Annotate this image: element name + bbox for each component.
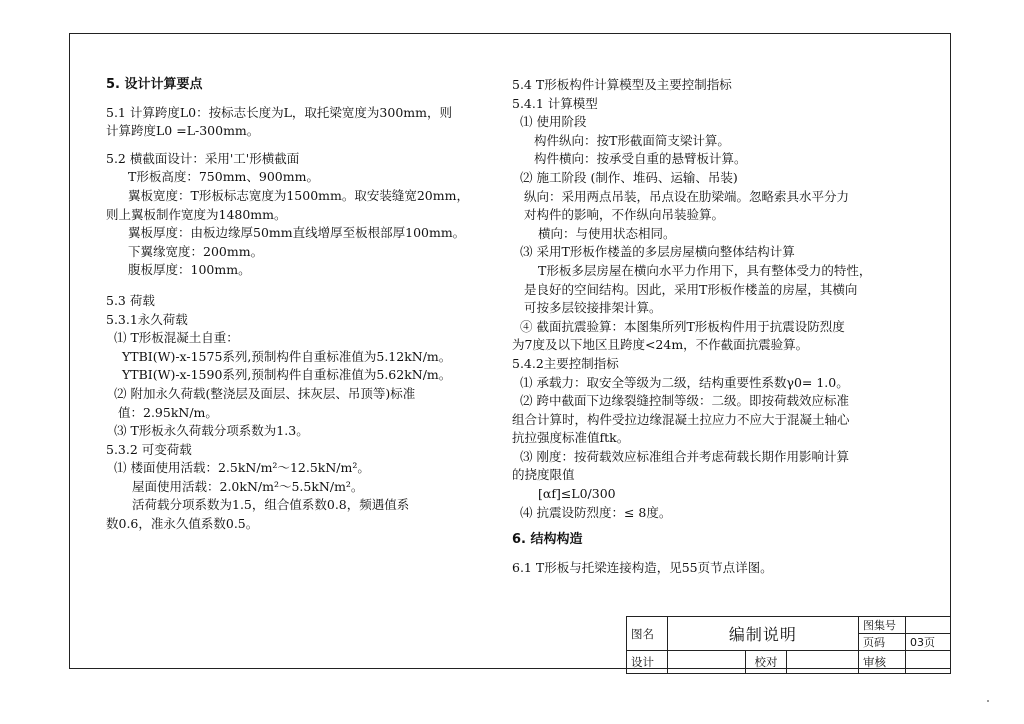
s531-title: 5.3.1永久荷载 <box>106 311 188 327</box>
s52-line-d: 翼板厚度：由板边缘厚50mm直线增厚至板根部厚100mm。 <box>128 225 466 241</box>
control-line-b: ⑵ 跨中截面下边缘裂缝控制等级：二级。即按荷载效应标准 <box>520 393 849 409</box>
right-column <box>512 76 871 577</box>
control-line-a: ⑴ 承载力：取安全等级为二级，结构重要性系数γ0= 1.0。 <box>520 374 849 390</box>
multistory-line-a: T形板多层房屋在横向水平力作用下，具有整体受力的特性， <box>538 262 872 278</box>
use-stage-line-a: 构件纵向：按T形截面简支梁计算。 <box>534 132 730 148</box>
jiaodui-label: 校对 <box>746 651 787 674</box>
s53-title: 5.3 荷载 <box>106 292 155 308</box>
left-column <box>106 76 469 534</box>
s52-line-e: 下翼缘宽度：200mm。 <box>128 243 264 259</box>
s532-title: 5.3.2 可变荷载 <box>106 441 192 457</box>
use-stage-title: ⑴ 使用阶段 <box>520 114 587 130</box>
shenhe-value <box>906 651 951 674</box>
s52-line-a: T形板高度：750mm、900mm。 <box>128 169 319 185</box>
s532-line-d: 数0.6，准永久值系数0.5。 <box>106 516 259 532</box>
s532-line-c: 活荷载分项系数为1.5，组合值系数0.8，频遇值系 <box>132 497 410 513</box>
s52-line-b: 翼板宽度：T形板标志宽度为1500mm。取安装缝宽20mm， <box>128 187 469 203</box>
s532-line-b: 屋面使用活载：2.0kN/m²～5.5kN/m²。 <box>132 478 364 494</box>
yema-value: 03页 <box>906 634 951 651</box>
construction-line-b: 对构件的影响，不作纵向吊装验算。 <box>524 207 725 223</box>
control-line-e: ⑶ 刚度：按荷载效应标准组合并考虑荷载长期作用影响计算 <box>520 448 849 464</box>
tuming-label: 图名 <box>627 617 668 651</box>
construction-line-c: 横向：与使用状态相同。 <box>538 225 676 241</box>
title-block <box>626 616 951 674</box>
tujihao-value <box>906 617 951 634</box>
control-line-f: 的挠度限值 <box>512 467 575 483</box>
section-5-title: 5. 设计计算要点 <box>106 77 203 92</box>
s531-line-d: ⑵ 附加永久荷载(整浇层及面层、抹灰层、吊顶等)标准 <box>114 385 416 401</box>
multistory-title: ⑶ 采用T形板作楼盖的多层房屋横向整体结构计算 <box>520 244 795 260</box>
s531-line-b: YTBI(W)-x-1575系列,预制构件自重标准值为5.12kN/m。 <box>122 348 452 364</box>
shenhe-label: 审核 <box>858 651 905 674</box>
s54-title: 5.4 T形板构件计算模型及主要控制指标 <box>512 77 732 92</box>
control-line-g: [αf]≤L0/300 <box>538 486 616 502</box>
s51-line-b: 计算跨度L0 =L-300mm。 <box>106 123 260 139</box>
s61-line: 6.1 T形板与托梁连接构造，见55页节点详图。 <box>512 559 773 575</box>
tujihao-label: 图集号 <box>858 617 905 634</box>
use-stage-line-b: 构件横向：按承受自重的悬臂板计算。 <box>534 151 747 167</box>
s51-line-a: 5.1 计算跨度L0：按标志长度为L，取托梁宽度为300mm，则 <box>106 104 452 120</box>
control-line-d: 抗拉强度标准值ftk。 <box>512 430 630 446</box>
stray-mark <box>987 700 989 702</box>
construction-stage-title: ⑵ 施工阶段 (制作、堆码、运输、吊装) <box>520 169 738 185</box>
construction-line-a: 纵向：采用两点吊装，吊点设在肋梁端。忽略索具水平分力 <box>524 188 850 204</box>
multistory-line-b: 是良好的空间结构。因此，采用T形板作楼盖的房屋，其横向 <box>524 281 858 297</box>
control-line-c: 组合计算时，构件受拉边缘混凝土拉应力不应大于混凝土轴心 <box>512 411 850 427</box>
s52-title: 5.2 横截面设计：采用'工'形横截面 <box>106 150 300 166</box>
s532-line-a: ⑴ 楼面使用活载：2.5kN/m²～12.5kN/m²。 <box>114 460 370 476</box>
drawing-title: 编制说明 <box>667 617 858 651</box>
sheji-label: 设计 <box>627 651 668 674</box>
seismic-line-b: 为7度及以下地区且跨度<24m，不作截面抗震验算。 <box>512 337 809 353</box>
s531-line-f: ⑶ T形板永久荷载分项系数为1.3。 <box>114 423 309 439</box>
s531-line-a: ⑴ T形板混凝土自重： <box>114 330 239 346</box>
sheji-value <box>667 651 745 674</box>
jiaodui-value <box>786 651 858 674</box>
s52-line-f: 腹板厚度：100mm。 <box>128 262 251 278</box>
control-line-h: ⑷ 抗震设防烈度：≤ 8度。 <box>520 504 672 520</box>
s52-line-c: 则上翼板制作宽度为1480mm。 <box>106 206 287 222</box>
s541-title: 5.4.1 计算模型 <box>512 95 598 111</box>
section-6-title: 6. 结构构造 <box>512 532 583 548</box>
seismic-line-a: ④ 截面抗震验算：本图集所列T形板构件用于抗震设防烈度 <box>520 318 845 334</box>
s531-line-c: YTBI(W)-x-1590系列,预制构件自重标准值为5.62kN/m。 <box>122 367 452 383</box>
s542-title: 5.4.2主要控制指标 <box>512 355 619 371</box>
yema-label: 页码 <box>858 634 905 651</box>
s531-line-e: 值：2.95kN/m。 <box>118 404 218 420</box>
multistory-line-c: 可按多层铰接排架计算。 <box>524 300 662 316</box>
